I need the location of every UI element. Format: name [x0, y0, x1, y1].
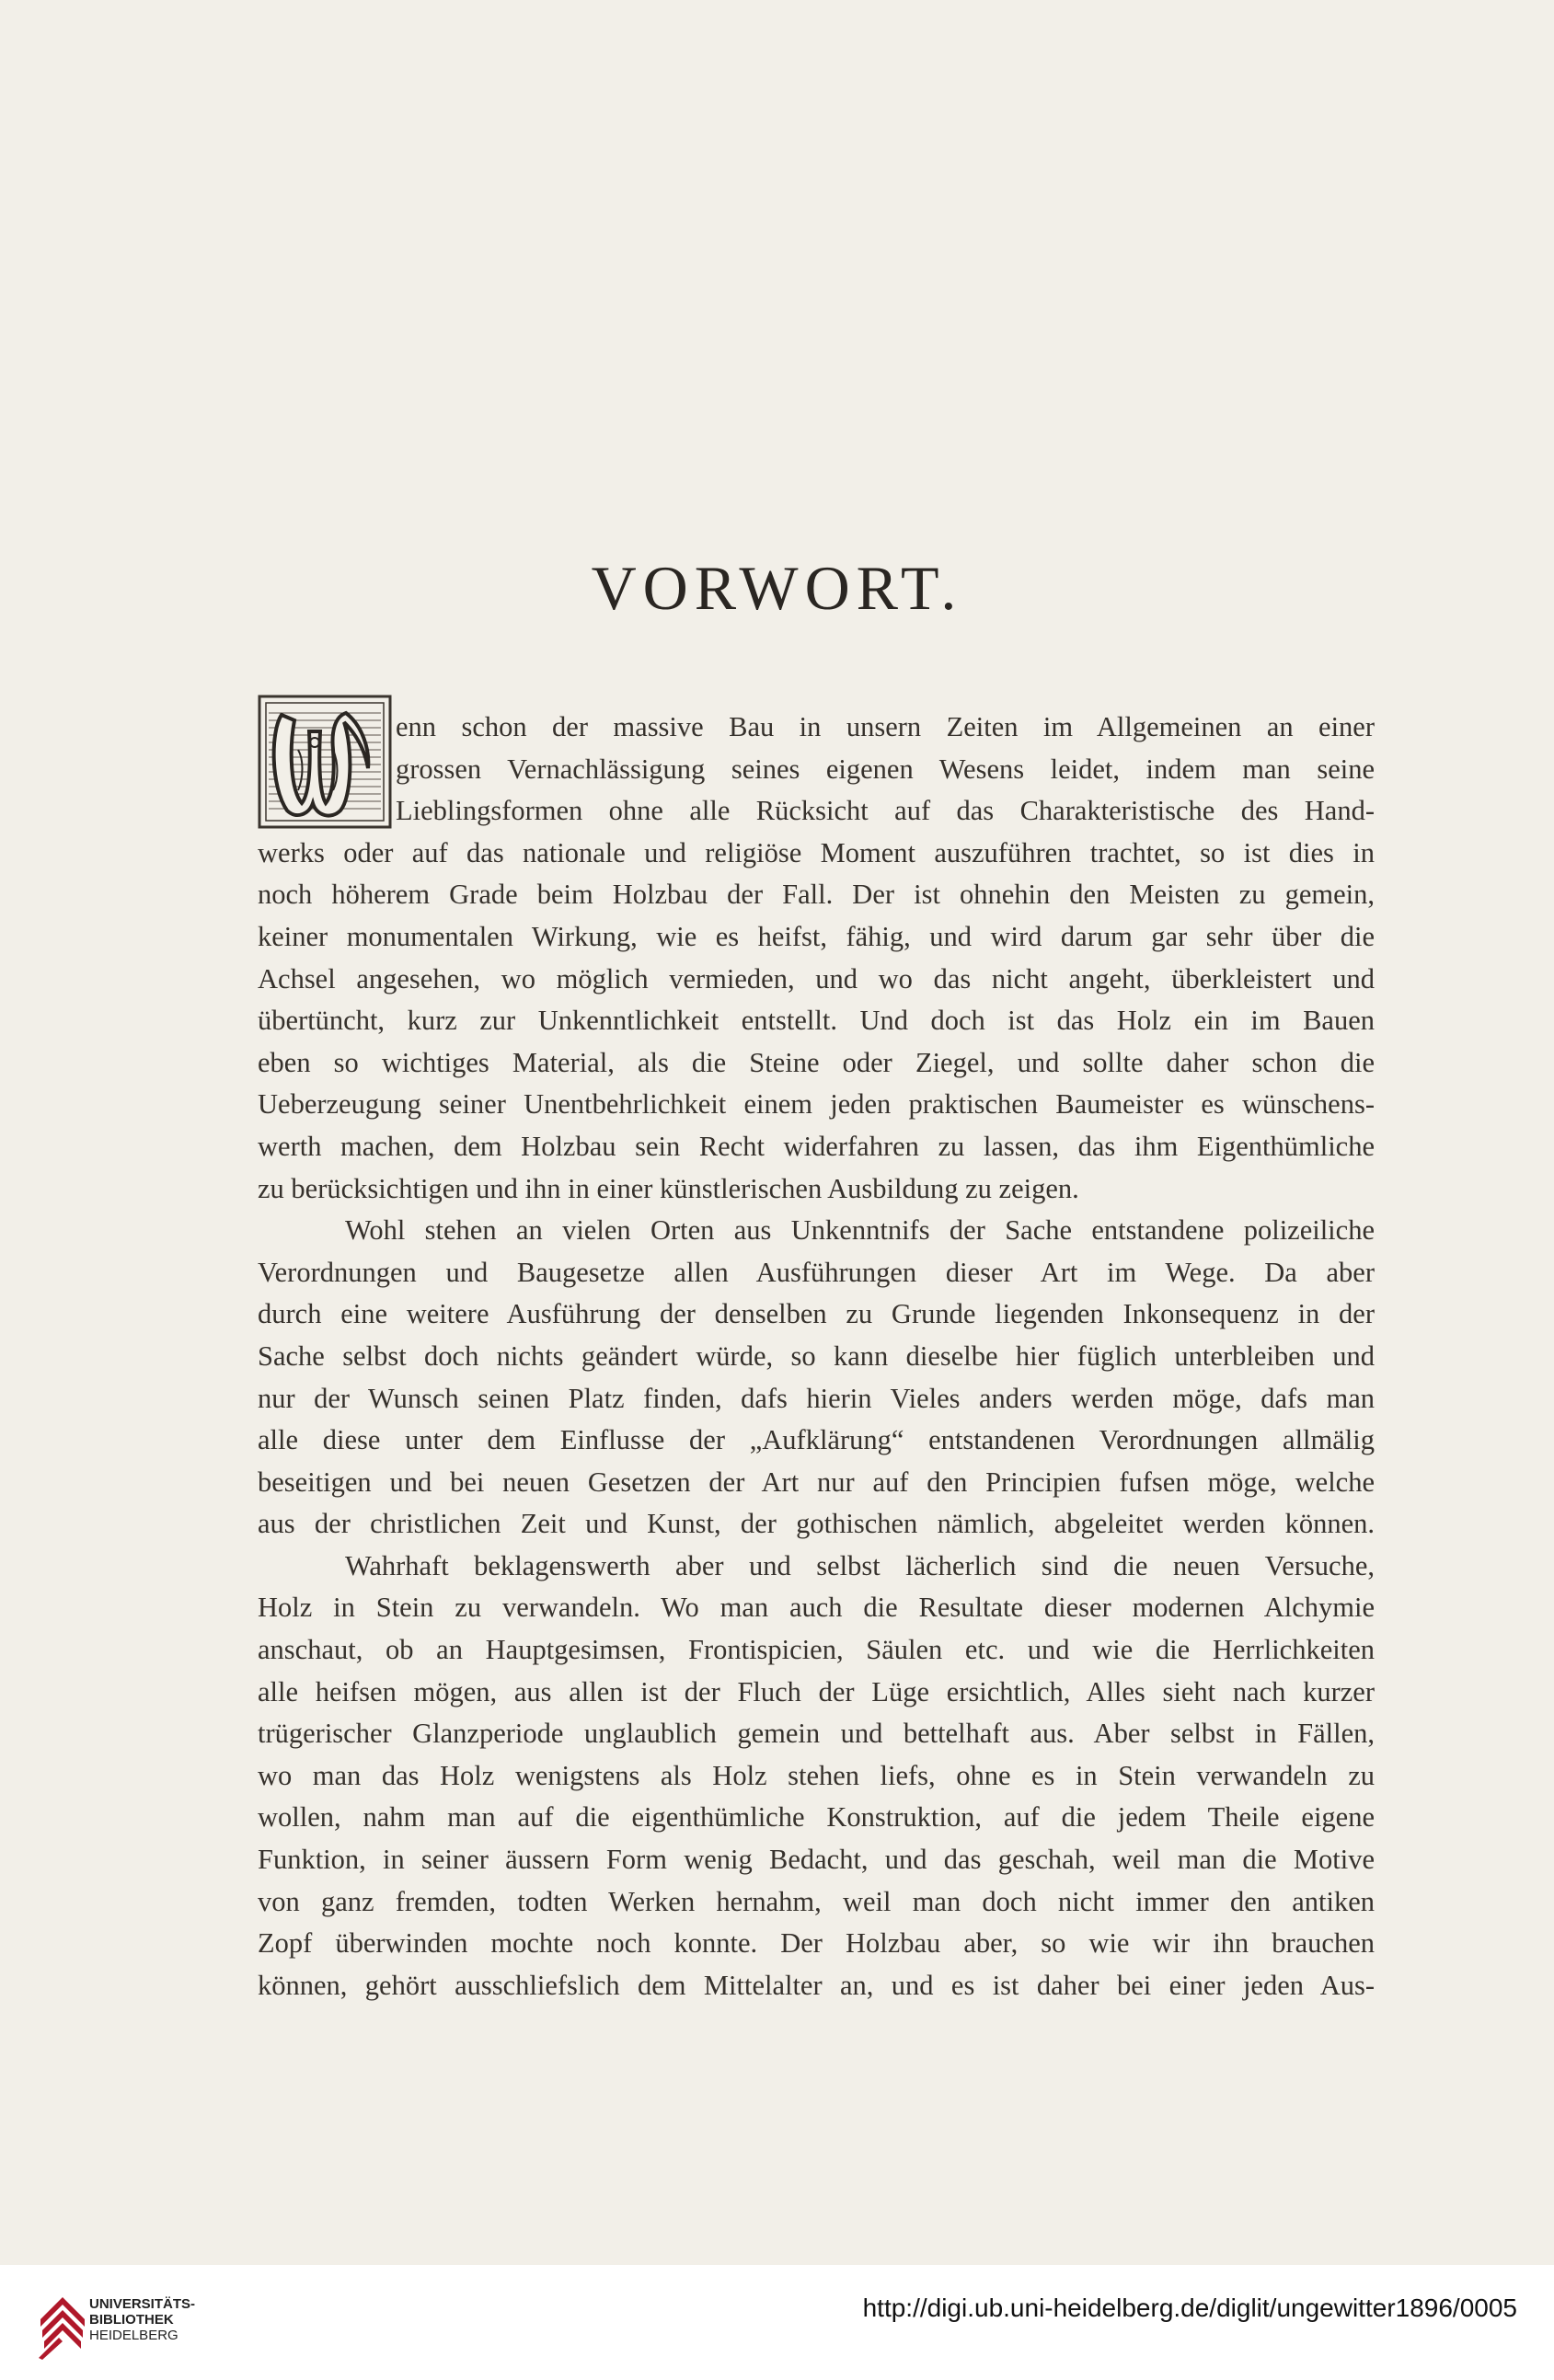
text-line: Wahrhaft beklagenswerth aber und selbst lächerlich sind die neuen Versuche,: [345, 1549, 1375, 1581]
source-url-link[interactable]: http://digi.ub.uni-heidelberg.de/diglit/ungewitter1896/0005: [862, 2294, 1517, 2322]
text-line: Wohl stehen an vielen Orten aus Unkenntnifs der Sache entstandene polizeiliche: [345, 1214, 1375, 1247]
text-line: eben so wichtiges Material, als die Steine oder Ziegel, und sollte daher schon die: [258, 1046, 1375, 1078]
text-line: werks oder auf das nationale und religiöse Moment auszuführen trachtet, so ist dies in: [258, 836, 1375, 868]
text-line: Achsel angesehen, wo möglich vermieden, und wo das nicht angeht, überkleistert und: [258, 962, 1375, 995]
text-line: nur der Wunsch seinen Platz finden, dafs hierin Vieles anders werden möge, dafs man: [258, 1382, 1375, 1414]
logo-line: HEIDELBERG: [89, 2328, 178, 2343]
body-text: [258, 707, 1375, 2006]
text-line: alle heifsen mögen, aus allen ist der Fluch der Lüge ersichtlich, Alles sieht nach kurzer: [258, 1675, 1375, 1707]
text-line: wollen, nahm man auf die eigenthümliche Konstruktion, auf die jedem Theile eigene: [258, 1801, 1375, 1834]
text-line: werth machen, dem Holzbau sein Recht widerfahren zu lassen, das ihm Eigenthümliche: [258, 1130, 1375, 1162]
text-line: alle diese unter dem Einflusse der „Aufklärung“ entstandenen Verordnungen allmälig: [258, 1424, 1375, 1456]
text-line: anschaut, ob an Hauptgesimsen, Frontispicien, Säulen etc. und wie die Herrlichkeiten: [258, 1634, 1375, 1666]
text-line: Verordnungen und Baugesetze allen Ausführungen dieser Art im Wege. Da aber: [258, 1256, 1375, 1288]
page-title: VORWORT.: [591, 553, 963, 623]
text-line: können, gehört ausschliefslich dem Mittelalter an, und es ist daher bei einer jeden Aus-: [258, 1969, 1375, 2001]
library-logo-text: [89, 2296, 195, 2343]
text-line: aus der christlichen Zeit und Kunst, der gothischen nämlich, abgeleitet werden können.: [258, 1508, 1375, 1540]
text-line: Funktion, in seiner äussern Form wenig Bedacht, und das geschah, weil man die Motive: [258, 1844, 1375, 1876]
logo-line: BIBLIOTHEK: [89, 2312, 174, 2328]
text-line: Ueberzeugung seiner Unentbehrlichkeit einem jeden praktischen Baumeister es wünschens-: [258, 1088, 1375, 1121]
text-line: von ganz fremden, todten Werken hernahm, weil man doch nicht immer den antiken: [258, 1885, 1375, 1917]
text-line: übertüncht, kurz zur Unkenntlichkeit entstellt. Und doch ist das Holz ein im Bauen: [258, 1005, 1375, 1037]
text-line: beseitigen und bei neuen Gesetzen der Art nur auf den Principien fufsen möge, welche: [258, 1466, 1375, 1498]
text-line: Zopf überwinden mochte noch konnte. Der Holzbau aber, so wie wir ihn brauchen: [258, 1927, 1375, 1960]
text-line: trügerischer Glanzperiode unglaublich gemein und bettelhaft aus. Aber selbst in Fällen,: [258, 1718, 1375, 1750]
text-line: durch eine weitere Ausführung der denselben zu Grunde liegenden Inkonsequenz in der: [258, 1298, 1375, 1330]
paragraph-2: [258, 1210, 1375, 1546]
paragraph-1: [258, 707, 1375, 1210]
text-line: grossen Vernachlässigung seines eigenen Wesens leidet, indem man seine: [396, 753, 1375, 785]
text-line: Lieblingsformen ohne alle Rücksicht auf das Charakteristische des Hand-: [396, 795, 1375, 827]
text-line: wo man das Holz wenigstens als Holz stehen liefs, ohne es in Stein verwandeln zu: [258, 1759, 1375, 1791]
text-line: zu berücksichtigen und ihn in einer künstlerischen Ausbildung zu zeigen.: [258, 1172, 1079, 1204]
text-line: Holz in Stein zu verwandeln. Wo man auch die Resultate dieser modernen Alchymie: [258, 1592, 1375, 1624]
paragraph-3: [258, 1546, 1375, 2007]
logo-line: UNIVERSITÄTS-: [89, 2296, 196, 2312]
text-line: noch höherem Grade beim Holzbau der Fall. Der ist ohnehin den Meisten zu gemein,: [258, 879, 1375, 911]
text-line: Sache selbst doch nichts geändert würde, so kann dieselbe hier füglich unterbleiben und: [258, 1339, 1375, 1372]
library-logo-icon: [35, 2286, 90, 2360]
text-line: enn schon der massive Bau in unsern Zeiten im Allgemeinen an einer: [396, 711, 1375, 742]
text-line: keiner monumentalen Wirkung, wie es heifst, fähig, und wird darum gar sehr über die: [258, 920, 1375, 952]
